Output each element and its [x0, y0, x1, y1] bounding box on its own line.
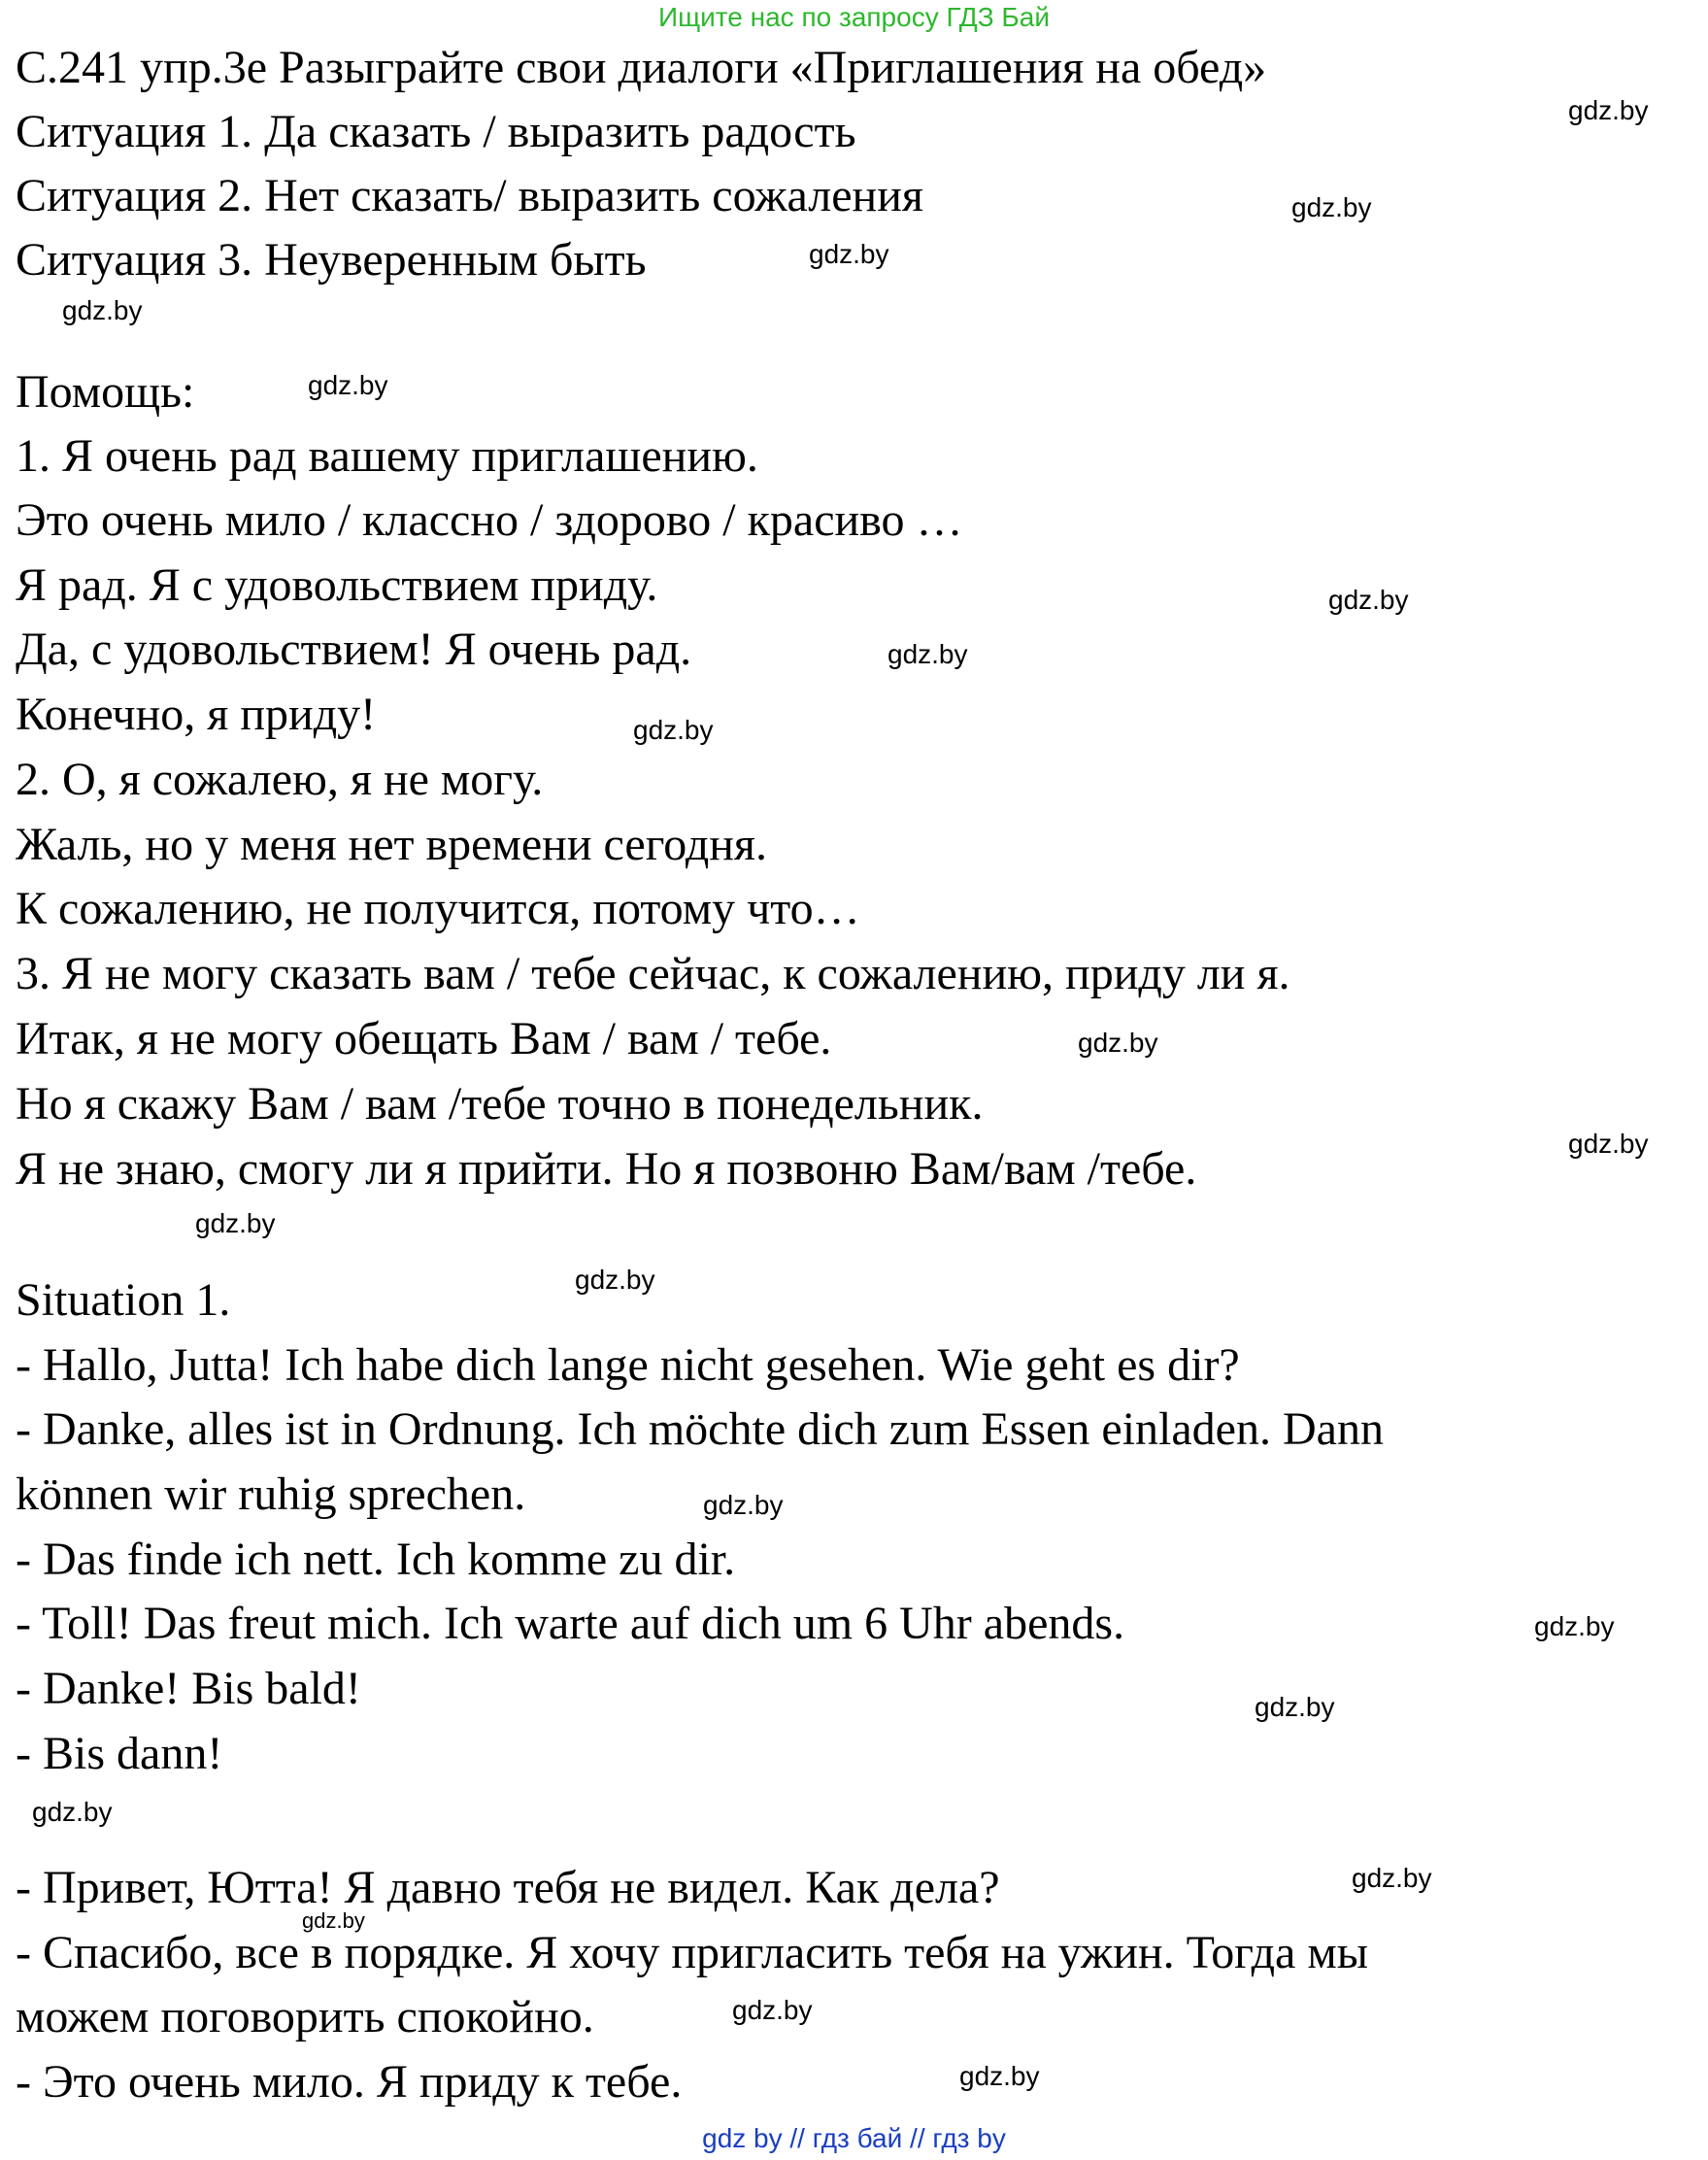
dialogue-line-ru: - Это очень мило. Я приду к тебе.	[16, 2056, 683, 2108]
dialogue-line-de: - Hallo, Jutta! Ich habe dich lange nicht gesehen. Wie geht es dir?	[16, 1339, 1240, 1391]
watermark: gdz.by	[1534, 1611, 1615, 1641]
help-line: Но я скажу Вам / вам /тебе точно в понедельник.	[16, 1078, 984, 1130]
situation-line-3: Ситуация 3. Неуверенным быть	[16, 234, 647, 286]
watermark: gdz.by	[32, 1797, 113, 1827]
help-line: Конечно, я приду!	[16, 689, 377, 740]
help-line: 3. Я не могу сказать вам / тебе сейчас, к сожалению, приду ли я.	[16, 948, 1290, 999]
watermark: gdz.by	[308, 370, 388, 400]
dialogue-line-de: - Toll! Das freut mich. Ich warte auf dich um 6 Uhr abends.	[16, 1598, 1125, 1649]
watermark: gdz.by	[1352, 1863, 1432, 1893]
dialogue-line-de: - Danke, alles ist in Ordnung. Ich möchte dich zum Essen einladen. Dann	[16, 1403, 1384, 1455]
help-line: Жаль, но у меня нет времени сегодня.	[16, 819, 767, 870]
dialogue-line-de: - Das finde ich nett. Ich komme zu dir.	[16, 1534, 736, 1585]
help-line: Я не знаю, смогу ли я прийти. Но я позвоню Вам/вам /тебе.	[16, 1143, 1197, 1195]
watermark: gdz.by	[732, 1995, 813, 2025]
help-line: Итак, я не могу обещать Вам / вам / тебе.	[16, 1013, 832, 1064]
situation-heading: Situation 1.	[16, 1274, 231, 1326]
watermark: gdz.by	[1255, 1692, 1335, 1722]
situation-line-1: Ситуация 1. Да сказать / выразить радость	[16, 106, 856, 157]
watermark: gdz.by	[1568, 1129, 1649, 1159]
watermark: gdz.by	[195, 1208, 276, 1238]
watermark: gdz.by	[703, 1490, 784, 1520]
watermark: gdz.by	[1078, 1028, 1158, 1058]
help-heading: Помощь:	[16, 366, 195, 418]
watermark: gdz.by	[809, 239, 889, 269]
dialogue-line-de: - Danke! Bis bald!	[16, 1663, 361, 1714]
help-line: Это очень мило / классно / здорово / красиво …	[16, 494, 963, 546]
help-line: Да, с удовольствием! Я очень рад.	[16, 624, 692, 675]
bottom-banner[interactable]: gdz by // гдз бай // гдз by	[702, 2123, 1006, 2153]
watermark: gdz.by	[62, 295, 143, 325]
help-line: 1. Я очень рад вашему приглашению.	[16, 430, 758, 482]
dialogue-line-ru: можем поговорить спокойно.	[16, 1991, 594, 2042]
watermark: gdz.by	[1568, 95, 1649, 125]
dialogue-line-ru: - Привет, Ютта! Я давно тебя не видел. Как дела?	[16, 1862, 1000, 1913]
top-banner[interactable]: Ищите нас по запросу ГДЗ Бай	[657, 2, 1051, 32]
help-line: К сожалению, не получится, потому что…	[16, 883, 860, 934]
watermark: gdz.by	[302, 1908, 365, 1933]
watermark: gdz.by	[633, 715, 714, 745]
dialogue-line-ru: - Спасибо, все в порядке. Я хочу пригласить тебя на ужин. Тогда мы	[16, 1927, 1368, 1978]
watermark: gdz.by	[887, 639, 968, 669]
watermark: gdz.by	[1328, 585, 1409, 615]
watermark: gdz.by	[959, 2061, 1040, 2091]
situation-line-2: Ситуация 2. Нет сказать/ выразить сожаления	[16, 170, 923, 221]
exercise-title: С.241 упр.3е Разыграйте свои диалоги «Приглашения на обед»	[16, 42, 1267, 93]
help-line: Я рад. Я с удовольствием приду.	[16, 559, 658, 611]
dialogue-line-de: können wir ruhig sprechen.	[16, 1468, 526, 1520]
help-line: 2. О, я сожалею, я не могу.	[16, 754, 544, 805]
watermark: gdz.by	[1291, 192, 1372, 222]
watermark: gdz.by	[575, 1265, 655, 1295]
dialogue-line-de: - Bis dann!	[16, 1728, 223, 1779]
